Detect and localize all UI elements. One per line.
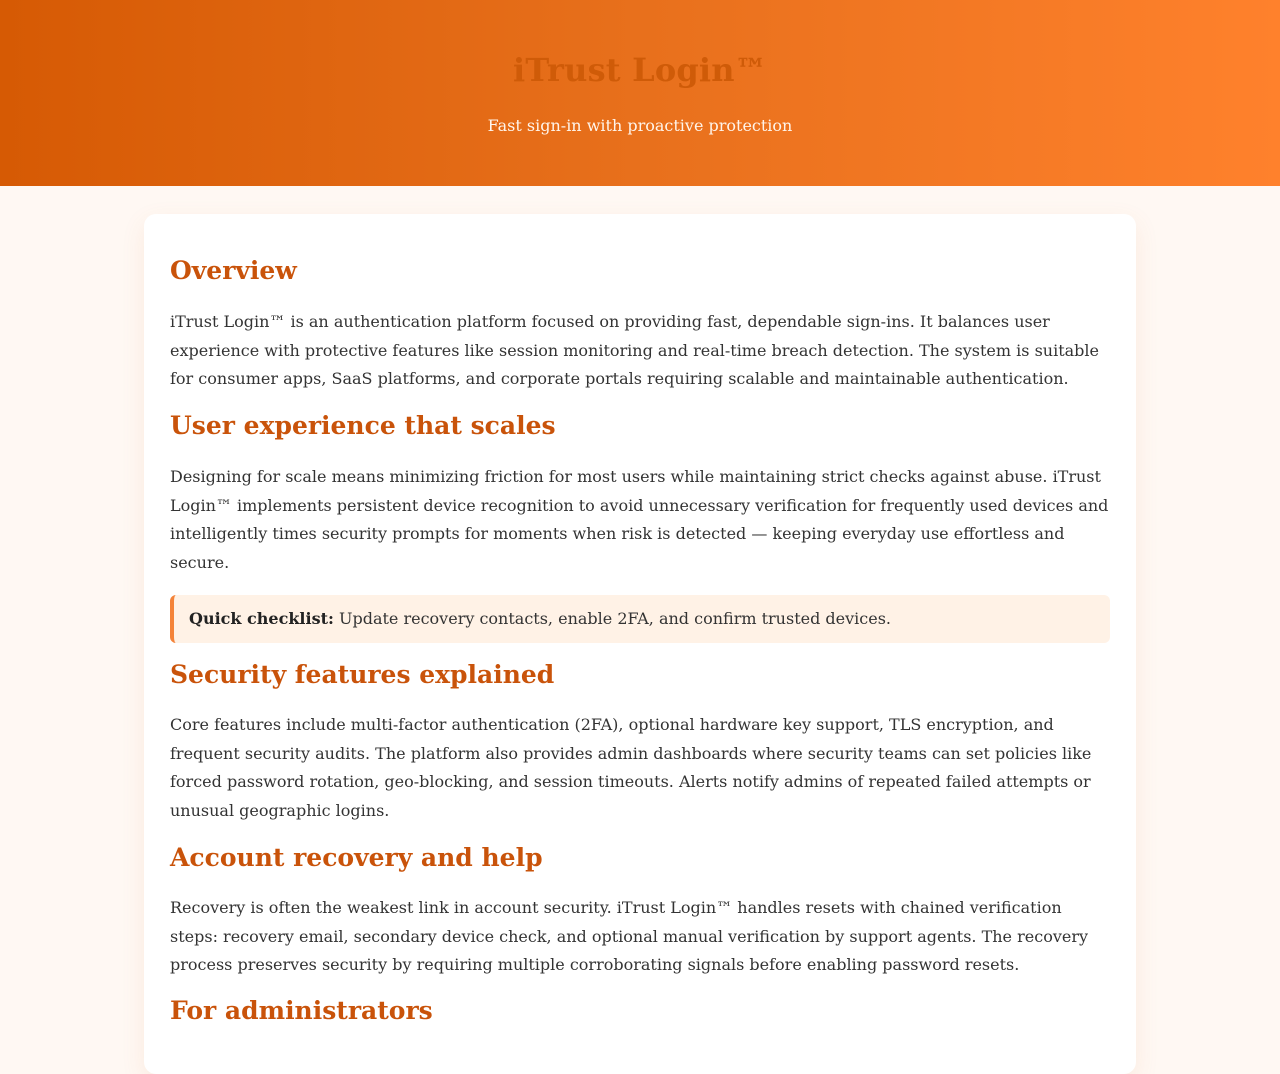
callout-label: Quick checklist: [189, 609, 334, 628]
section-heading-security-features: Security features explained [170, 660, 555, 689]
callout-text: Update recovery contacts, enable 2FA, and confirm trusted devices. [333, 609, 892, 628]
section-body-user-experience: Designing for scale means minimizing friction for most users while maintaining strict checks against abuse. iTrust Login™ implements persistent device recognition to avoid unnecessary verification for frequently used devices and intelligently times security prompts for moments when risk is detected — keeping everyday use effortless and secure. [170, 467, 1109, 572]
content-card [144, 214, 1136, 1074]
section-body-overview: iTrust Login™ is an authentication platform focused on providing fast, dependable sign-ins. It balances user experience with protective features like session monitoring and real-time breach detection. The system is suitable for consumer apps, SaaS platforms, and corporate portals requiring scalable and maintainable authentication. [170, 312, 1099, 389]
page-header [0, 0, 1280, 186]
section-heading-overview: Overview [170, 256, 297, 285]
section-heading-user-experience: User experience that scales [170, 411, 556, 440]
page-subtitle: Fast sign-in with proactive protection [487, 116, 793, 135]
page-title: iTrust Login™ [513, 51, 767, 89]
quick-checklist-callout [170, 595, 1110, 643]
section-body-account-recovery: Recovery is often the weakest link in account security. iTrust Login™ handles resets with chained verification steps: recovery email, secondary device check, and optional manual verification by support agents. The recovery process preserves security by requiring multiple corroborating signals before enabling password resets. [170, 898, 1089, 975]
section-heading-administrators: For administrators [170, 996, 433, 1025]
section-heading-account-recovery: Account recovery and help [170, 843, 543, 872]
section-body-security-features: Core features include multi-factor authentication (2FA), optional hardware key support, TLS encryption, and frequent security audits. The platform also provides admin dashboards where security teams can set policies like forced password rotation, geo-blocking, and session timeouts. Alerts notify admins of repeated failed attempts or unusual geographic logins. [170, 715, 1092, 820]
